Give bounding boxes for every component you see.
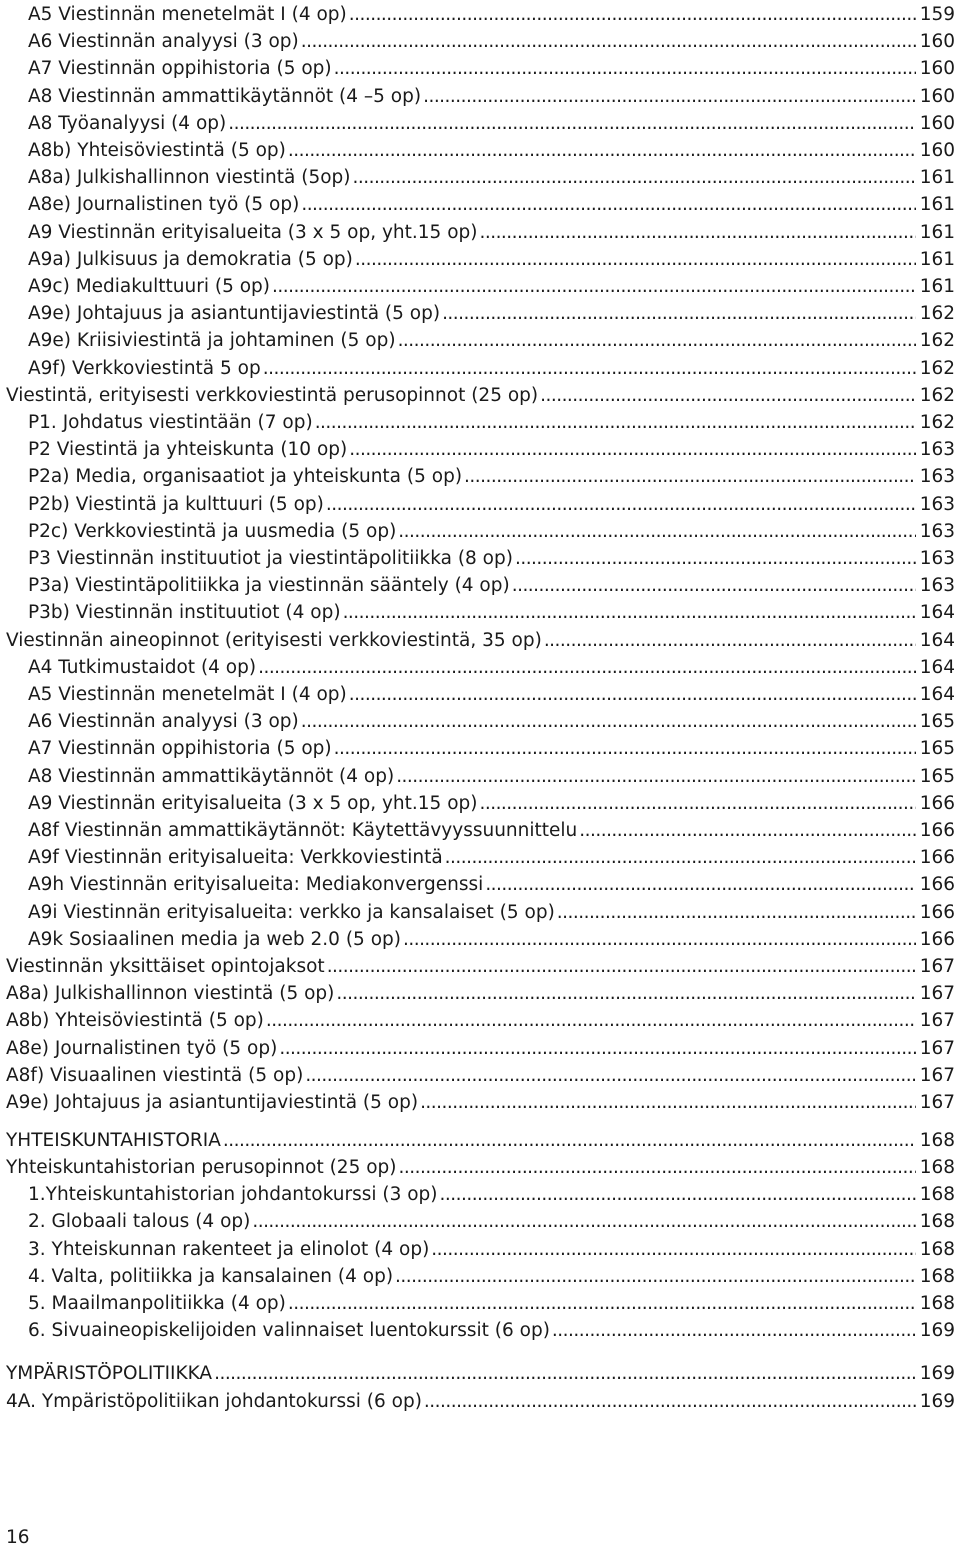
toc-entry-page: 161 bbox=[919, 194, 955, 216]
toc-entry-page: 163 bbox=[919, 520, 955, 542]
toc-entry bbox=[0, 1035, 955, 1062]
toc-entry-page: 167 bbox=[919, 1037, 955, 1059]
toc-entry-title: A4 Tutkimustaidot (4 op) bbox=[28, 656, 257, 678]
toc-entry-page: 160 bbox=[919, 112, 955, 134]
dot-leader bbox=[228, 110, 915, 137]
toc-entry-title: P2a) Media, organisaatiot ja yhteiskunta (5 op) bbox=[28, 466, 463, 488]
toc-entry bbox=[0, 926, 955, 953]
dot-leader bbox=[263, 355, 916, 382]
toc-entry bbox=[0, 327, 955, 354]
toc-entry bbox=[0, 1062, 955, 1089]
toc-entry bbox=[0, 137, 955, 164]
toc-entry-page: 162 bbox=[919, 357, 955, 379]
dot-leader bbox=[479, 219, 915, 246]
toc-entry-title: 6. Sivuaineopiskelijoiden valinnaiset luentokurssit (6 op) bbox=[28, 1320, 550, 1341]
dot-leader bbox=[301, 28, 916, 55]
dot-leader bbox=[395, 1263, 916, 1290]
toc-entry bbox=[0, 83, 955, 110]
toc-entry-page: 169 bbox=[919, 1391, 955, 1412]
toc-entry bbox=[0, 409, 955, 436]
toc-entry-title: A9 Viestinnän erityisalueita (3 x 5 op, yht.15 op) bbox=[28, 792, 478, 814]
dot-leader bbox=[305, 1062, 915, 1089]
toc-entry-title: A9c) Mediakulttuuri (5 op) bbox=[28, 276, 270, 297]
toc-entry bbox=[0, 899, 955, 926]
toc-entry bbox=[0, 28, 955, 55]
toc-entry-page: 164 bbox=[919, 656, 955, 678]
dot-leader bbox=[301, 708, 916, 735]
toc-entry-page: 163 bbox=[919, 548, 955, 569]
toc-entry bbox=[0, 164, 955, 191]
toc-entry-title: A8e) Journalistinen työ (5 op) bbox=[28, 194, 300, 216]
toc-entry-page: 160 bbox=[919, 85, 955, 107]
toc-entry-title: A7 Viestinnän oppihistoria (5 op) bbox=[28, 738, 332, 760]
toc-entry bbox=[0, 55, 955, 82]
dot-leader bbox=[327, 953, 916, 980]
toc-entry-title: A9h Viestinnän erityisalueita: Mediakonvergenssi bbox=[28, 874, 484, 896]
toc-entry-page: 165 bbox=[919, 738, 955, 760]
dot-leader bbox=[334, 55, 916, 82]
toc-entry-page: 163 bbox=[919, 439, 955, 461]
page-number: 16 bbox=[6, 1527, 30, 1548]
toc-entry-title: A5 Viestinnän menetelmät I (4 op) bbox=[28, 684, 347, 705]
toc-entry-title: A9e) Johtajuus ja asiantuntijaviestintä (5 op) bbox=[6, 1092, 419, 1113]
dot-leader bbox=[272, 273, 916, 300]
dot-leader bbox=[557, 899, 916, 926]
dot-leader bbox=[485, 871, 915, 898]
dot-leader bbox=[403, 926, 916, 953]
toc-entry-title: A8f Viestinnän ammattikäytännöt: Käytettävyyssuunnittelu bbox=[28, 820, 578, 841]
dot-leader bbox=[334, 735, 916, 762]
toc-entry-page: 164 bbox=[919, 684, 955, 705]
dot-leader bbox=[349, 1, 916, 28]
toc-entry-page: 163 bbox=[919, 493, 955, 515]
toc-entry-page: 160 bbox=[919, 140, 955, 161]
toc-entry bbox=[0, 1, 955, 28]
dot-leader bbox=[353, 164, 916, 191]
toc-entry-title: A8 Työanalyysi (4 op) bbox=[28, 112, 227, 134]
toc-entry-page: 164 bbox=[919, 629, 955, 651]
dot-leader bbox=[349, 436, 915, 463]
toc-entry-title: 1.Yhteiskuntahistorian johdantokurssi (3 op) bbox=[28, 1184, 438, 1205]
toc-entry bbox=[0, 300, 955, 327]
dot-leader bbox=[515, 545, 916, 572]
toc-entry-title: A9e) Johtajuus ja asiantuntijaviestintä (5 op) bbox=[28, 303, 441, 325]
toc-entry bbox=[0, 871, 955, 898]
toc-entry bbox=[0, 844, 955, 871]
toc-entry-page: 166 bbox=[919, 847, 955, 869]
toc-entry-page: 168 bbox=[919, 1211, 955, 1232]
toc-entry-title: A8e) Journalistinen työ (5 op) bbox=[6, 1037, 278, 1059]
dot-leader bbox=[301, 191, 915, 218]
dot-leader bbox=[445, 844, 916, 871]
toc-entry-title: P3b) Viestinnän instituutiot (4 op) bbox=[28, 602, 341, 624]
toc-entry-page: 168 bbox=[919, 1239, 955, 1260]
toc-entry bbox=[0, 681, 955, 708]
toc-entry-title: A9e) Kriisiviestintä ja johtaminen (5 op) bbox=[28, 330, 396, 352]
toc-entry bbox=[0, 273, 955, 300]
toc-entry-page: 166 bbox=[919, 874, 955, 896]
toc-entry-title: Yhteiskuntahistorian perusopinnot (25 op) bbox=[6, 1157, 397, 1178]
toc-entry-page: 167 bbox=[919, 1010, 955, 1032]
toc-entry-page: 159 bbox=[919, 4, 955, 25]
toc-entry-page: 166 bbox=[919, 792, 955, 814]
dot-leader bbox=[464, 463, 916, 490]
dot-leader bbox=[336, 980, 915, 1007]
toc-entry bbox=[0, 1263, 955, 1290]
toc-entry-page: 162 bbox=[919, 384, 955, 406]
toc-entry-page: 167 bbox=[919, 983, 955, 1005]
toc-entry-page: 161 bbox=[919, 221, 955, 243]
toc-entry-title: A9f Viestinnän erityisalueita: Verkkoviestintä bbox=[28, 847, 443, 869]
toc-entry-page: 161 bbox=[919, 276, 955, 297]
toc-entry-page: 166 bbox=[919, 820, 955, 841]
toc-entry bbox=[0, 1127, 955, 1154]
toc-entry-title: A8b) Yhteisöviestintä (5 op) bbox=[28, 140, 286, 161]
toc-entry-page: 167 bbox=[919, 956, 955, 977]
toc-entry-title: P3a) Viestintäpolitiikka ja viestinnän sääntely (4 op) bbox=[28, 575, 510, 597]
toc-entry-page: 167 bbox=[919, 1092, 955, 1113]
toc-entry-title: A5 Viestinnän menetelmät I (4 op) bbox=[28, 4, 347, 25]
toc-entry-title: 2. Globaali talous (4 op) bbox=[28, 1211, 251, 1232]
toc-entry bbox=[0, 599, 955, 626]
toc-entry-title: P1. Johdatus viestintään (7 op) bbox=[28, 412, 313, 433]
dot-leader bbox=[396, 763, 916, 790]
toc-entry-page: 168 bbox=[919, 1157, 955, 1178]
dot-leader bbox=[326, 491, 916, 518]
dot-leader bbox=[420, 1089, 916, 1116]
toc-entry-title: P3 Viestinnän instituutiot ja viestintäpolitiikka (8 op) bbox=[28, 548, 513, 569]
toc-entry-page: 168 bbox=[919, 1266, 955, 1287]
toc-entry-page: 161 bbox=[919, 248, 955, 270]
toc-entry-title: A9 Viestinnän erityisalueita (3 x 5 op, yht.15 op) bbox=[28, 221, 478, 243]
dot-leader bbox=[214, 1360, 916, 1387]
toc-entry-page: 169 bbox=[919, 1320, 955, 1341]
dot-leader bbox=[552, 1317, 916, 1344]
dot-leader bbox=[252, 1208, 915, 1235]
toc-entry bbox=[0, 790, 955, 817]
toc-entry-title: P2b) Viestintä ja kulttuuri (5 op) bbox=[28, 493, 324, 515]
toc-entry bbox=[0, 191, 955, 218]
toc-entry-title: 4A. Ympäristöpolitiikan johdantokurssi (6 op) bbox=[6, 1391, 422, 1412]
toc-entry bbox=[0, 735, 955, 762]
dot-leader bbox=[442, 300, 916, 327]
toc-entry bbox=[0, 980, 955, 1007]
toc-entry-title: YMPÄRISTÖPOLITIIKKA bbox=[6, 1363, 213, 1384]
dot-leader bbox=[512, 572, 916, 599]
toc-entry-title: A6 Viestinnän analyysi (3 op) bbox=[28, 711, 299, 733]
toc-entry-title: A6 Viestinnän analyysi (3 op) bbox=[28, 31, 299, 53]
toc-entry-page: 165 bbox=[919, 765, 955, 787]
dot-leader bbox=[398, 518, 915, 545]
toc-entry-page: 162 bbox=[919, 303, 955, 325]
toc-entry-page: 168 bbox=[919, 1293, 955, 1314]
toc-entry bbox=[0, 627, 955, 654]
toc-entry-title: Viestinnän aineopinnot (erityisesti verkkoviestintä, 35 op) bbox=[6, 629, 542, 651]
dot-leader bbox=[579, 817, 915, 844]
dot-leader bbox=[288, 1290, 916, 1317]
toc-entry-page: 160 bbox=[919, 31, 955, 53]
toc-entry bbox=[0, 436, 955, 463]
toc-entry bbox=[0, 246, 955, 273]
toc-entry bbox=[0, 763, 955, 790]
toc-entry-title: 4. Valta, politiikka ja kansalainen (4 op) bbox=[28, 1266, 394, 1287]
toc-entry-title: P2 Viestintä ja yhteiskunta (10 op) bbox=[28, 439, 348, 461]
toc-entry-title: A8a) Julkishallinnon viestintä (5op) bbox=[28, 167, 351, 189]
toc-entry bbox=[0, 491, 955, 518]
toc-entry-title: A8b) Yhteisöviestintä (5 op) bbox=[6, 1010, 264, 1032]
toc-entry-title: 3. Yhteiskunnan rakenteet ja elinolot (4 op) bbox=[28, 1239, 430, 1260]
toc-entry bbox=[0, 110, 955, 137]
toc-entry bbox=[0, 1388, 955, 1415]
toc-entry bbox=[0, 1360, 955, 1387]
toc-entry bbox=[0, 1154, 955, 1181]
toc-entry bbox=[0, 1181, 955, 1208]
dot-leader bbox=[343, 599, 916, 626]
toc-entry-title: A8f) Visuaalinen viestintä (5 op) bbox=[6, 1064, 304, 1086]
toc-entry-page: 161 bbox=[919, 167, 955, 189]
toc-entry-title: A8 Viestinnän ammattikäytännöt (4 op) bbox=[28, 765, 395, 787]
toc-entry-title: P2c) Verkkoviestintä ja uusmedia (5 op) bbox=[28, 520, 397, 542]
toc-entry bbox=[0, 1317, 955, 1344]
toc-entry-title: A7 Viestinnän oppihistoria (5 op) bbox=[28, 58, 332, 80]
dot-leader bbox=[479, 790, 915, 817]
toc-entry-page: 166 bbox=[919, 901, 955, 923]
toc-entry-page: 160 bbox=[919, 58, 955, 80]
toc-entry bbox=[0, 1208, 955, 1235]
dot-leader bbox=[355, 246, 916, 273]
toc-entry-page: 163 bbox=[919, 466, 955, 488]
toc-entry-title: YHTEISKUNTAHISTORIA bbox=[6, 1130, 221, 1151]
toc-entry bbox=[0, 1089, 955, 1116]
dot-leader bbox=[399, 1154, 916, 1181]
toc-entry-title: 5. Maailmanpolitiikka (4 op) bbox=[28, 1293, 286, 1314]
toc-entry-page: 169 bbox=[919, 1363, 955, 1384]
toc-entry-page: 163 bbox=[919, 575, 955, 597]
dot-leader bbox=[424, 1388, 916, 1415]
toc-entry-title: A8 Viestinnän ammattikäytännöt (4 –5 op) bbox=[28, 85, 422, 107]
toc-entry bbox=[0, 1007, 955, 1034]
toc-entry-page: 165 bbox=[919, 711, 955, 733]
toc-entry-title: A9f) Verkkoviestintä 5 op bbox=[28, 357, 261, 379]
toc-entry bbox=[0, 463, 955, 490]
toc-entry bbox=[0, 545, 955, 572]
dot-leader bbox=[431, 1236, 915, 1263]
toc-entry-title: Viestinnän yksittäiset opintojaksot bbox=[6, 956, 325, 977]
dot-leader bbox=[544, 627, 916, 654]
dot-leader bbox=[423, 83, 916, 110]
toc-entry-page: 168 bbox=[919, 1130, 955, 1151]
toc-entry bbox=[0, 817, 955, 844]
toc-entry bbox=[0, 1290, 955, 1317]
toc-entry-title: A8a) Julkishallinnon viestintä (5 op) bbox=[6, 983, 335, 1005]
dot-leader bbox=[258, 654, 916, 681]
toc-entry-page: 166 bbox=[919, 928, 955, 950]
toc-entry bbox=[0, 1236, 955, 1263]
toc-entry-title: A9a) Julkisuus ja demokratia (5 op) bbox=[28, 248, 353, 270]
toc-entry-title: Viestintä, erityisesti verkkoviestintä perusopinnot (25 op) bbox=[6, 384, 539, 406]
toc-entry-page: 167 bbox=[919, 1064, 955, 1086]
toc-entry bbox=[0, 382, 955, 409]
dot-leader bbox=[223, 1127, 916, 1154]
toc-entry-title: A9k Sosiaalinen media ja web 2.0 (5 op) bbox=[28, 928, 401, 950]
dot-leader bbox=[266, 1007, 916, 1034]
toc-entry bbox=[0, 708, 955, 735]
toc-entry bbox=[0, 518, 955, 545]
toc-entry bbox=[0, 953, 955, 980]
dot-leader bbox=[279, 1035, 915, 1062]
toc-entry-page: 164 bbox=[919, 602, 955, 624]
toc-entry bbox=[0, 355, 955, 382]
dot-leader bbox=[288, 137, 916, 164]
toc-entry bbox=[0, 654, 955, 681]
toc-entry bbox=[0, 219, 955, 246]
dot-leader bbox=[315, 409, 916, 436]
dot-leader bbox=[398, 327, 916, 354]
toc-entry-page: 162 bbox=[919, 330, 955, 352]
dot-leader bbox=[440, 1181, 916, 1208]
dot-leader bbox=[349, 681, 916, 708]
toc-entry-title: A9i Viestinnän erityisalueita: verkko ja kansalaiset (5 op) bbox=[28, 901, 555, 923]
toc-entry bbox=[0, 572, 955, 599]
dot-leader bbox=[540, 382, 916, 409]
toc-entry-page: 162 bbox=[919, 412, 955, 433]
toc-entry-page: 168 bbox=[919, 1184, 955, 1205]
